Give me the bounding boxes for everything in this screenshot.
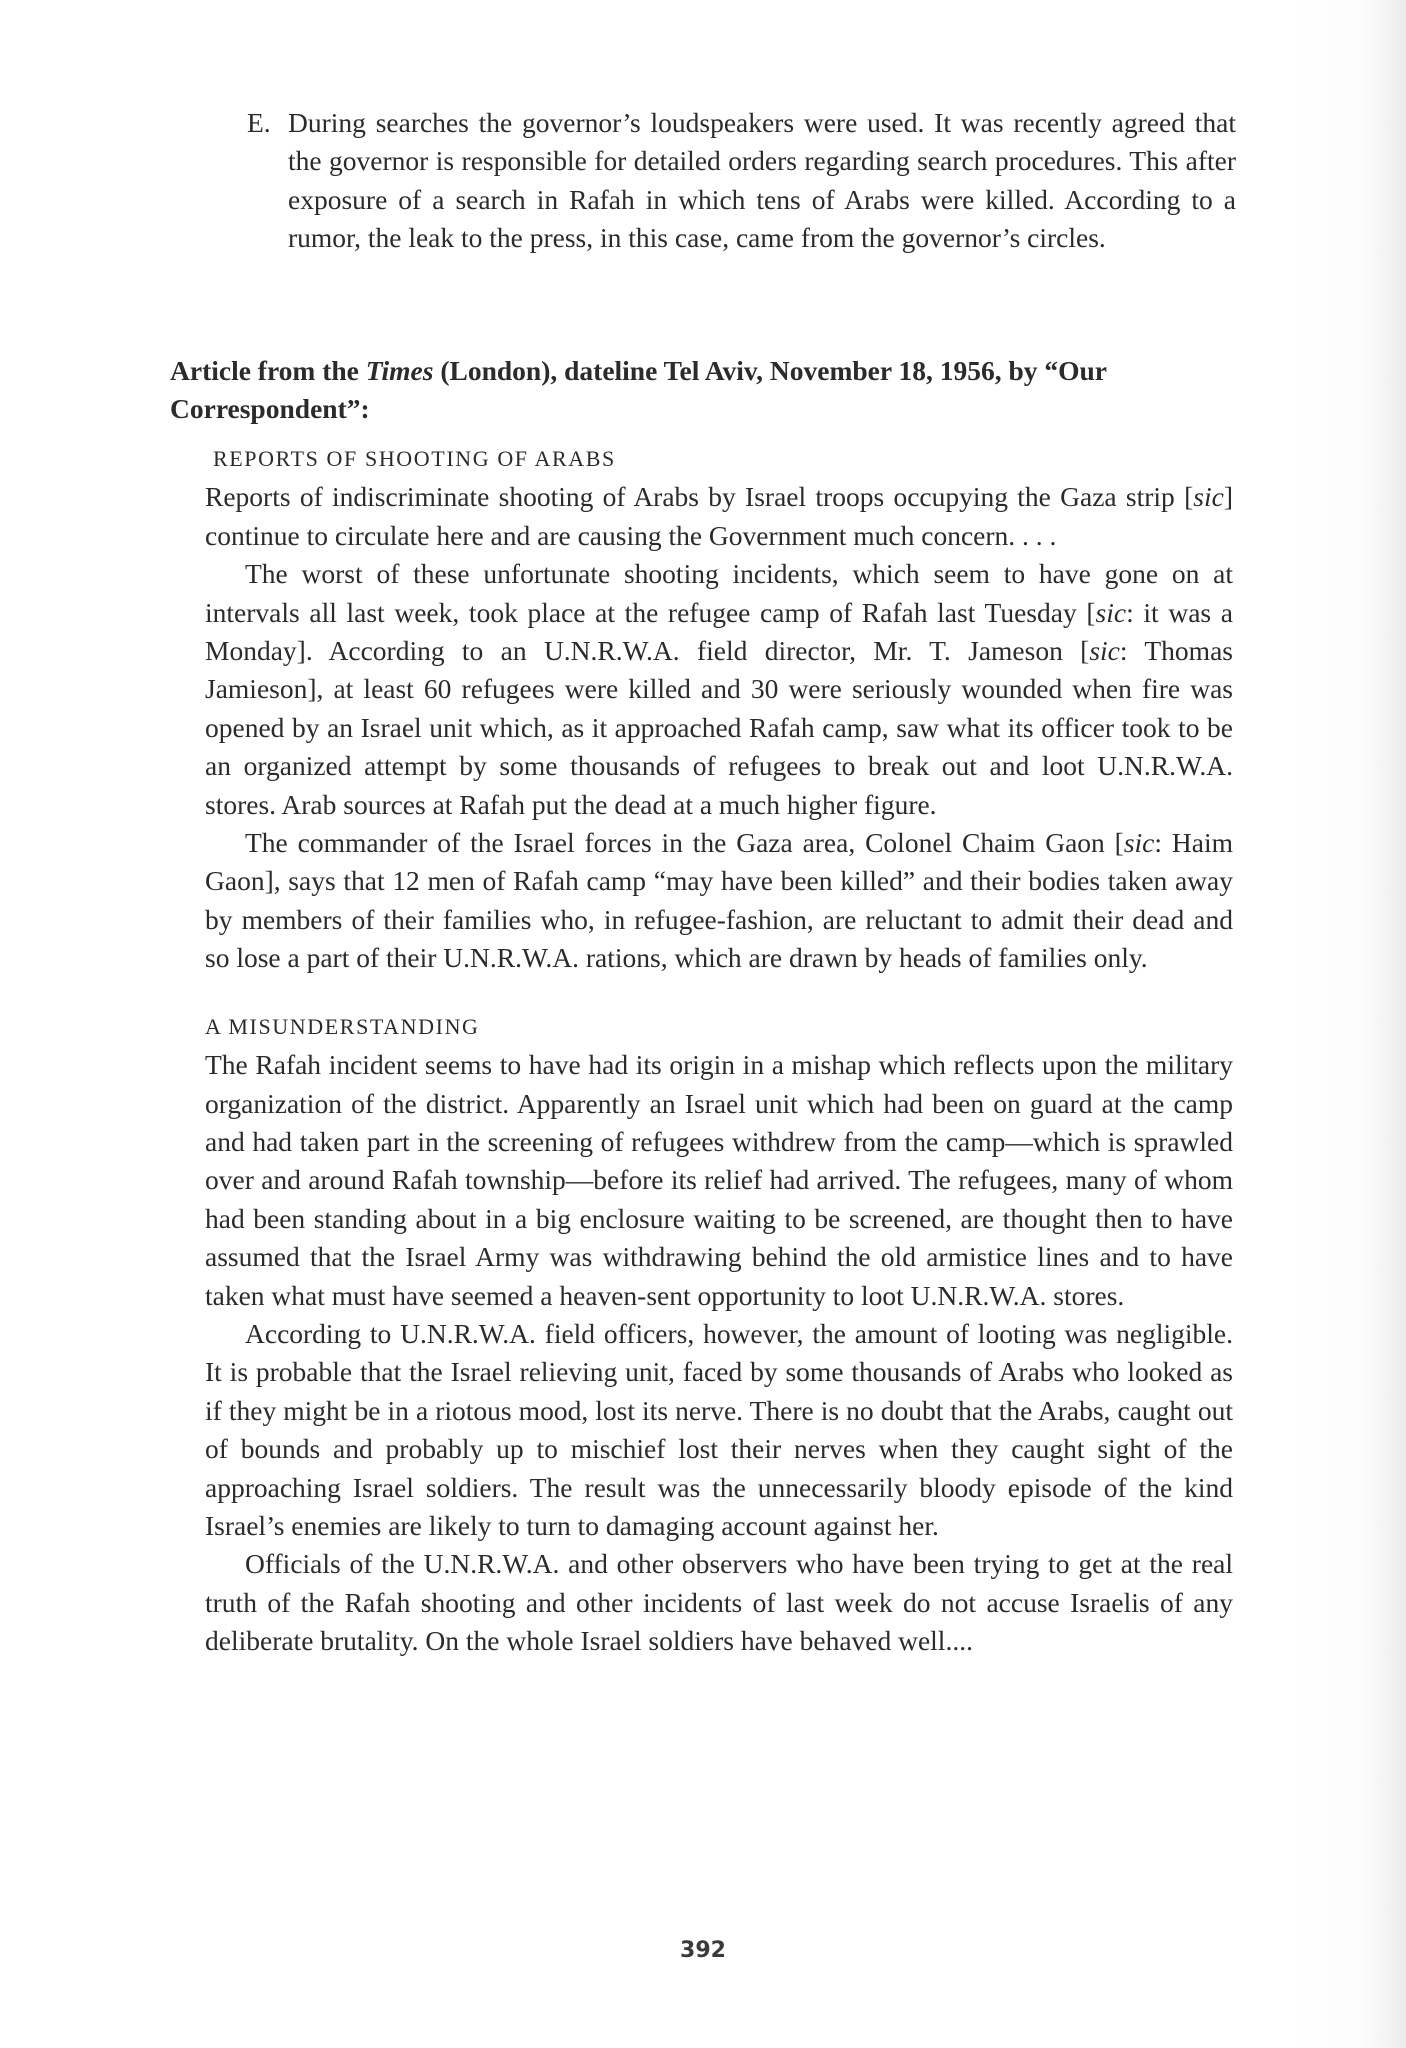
paragraph bbox=[205, 555, 1233, 824]
heading-suffix: (London), dateline Tel Aviv, November 18, 1956, by “Our Correspondent”: bbox=[170, 355, 1107, 425]
list-item-label: E. bbox=[247, 107, 271, 138]
text-run: The worst of these unfortunate shooting incidents, which seem to have gone on at intervals all last week, took place at the refugee camp of Rafah last Tuesday [ bbox=[205, 558, 1233, 628]
paragraph: According to U.N.R.W.A. field officers, however, the amount of looting was negligible. It is probable that the Israel relieving unit, faced by some thousands of Arabs who looked as if they might be in a riotous mood, lost its nerve. There is no doubt that the Arabs, caught out of bounds and probably up to mischief lost their nerves when they caught sight of the approaching Israel soldiers. The result was the unnecessarily bloody episode of the kind Israel’s enemies are likely to turn to damaging account against her. bbox=[205, 1317, 1233, 1541]
sic-italic: sic bbox=[1193, 481, 1224, 513]
heading-publication-title: Times bbox=[365, 355, 434, 386]
heading-prefix: Article from the bbox=[170, 355, 366, 386]
text-run: ] continue to circulate here and are causing the Government much concern. . . . bbox=[205, 481, 1233, 551]
section-title-misunderstanding: A MISUNDERSTANDING bbox=[205, 1013, 480, 1039]
section-gap bbox=[205, 978, 1233, 1008]
source-heading bbox=[170, 352, 1210, 429]
text-run: Reports of indiscriminate shooting of Arabs by Israel troops occupying the Gaza strip [ bbox=[205, 481, 1194, 513]
article-body bbox=[205, 440, 1233, 1661]
list-item-text: During searches the governor’s loudspeakers were used. It was recently agreed that the governor is responsible for detailed orders regarding search procedures. This after exposure of a search in Rafah in which tens of Arabs were killed. According to a rumor, the leak to the press, in this case, came from the governor’s circles. bbox=[288, 107, 1236, 254]
sic-italic: sic bbox=[1089, 635, 1120, 667]
text-run: : it was a Monday]. According to an U.N.R.W.A. field director, Mr. T. Jameson [ bbox=[205, 596, 1234, 667]
page-edge-shadow bbox=[1286, 0, 1406, 2048]
section-title-reports: REPORTS OF SHOOTING OF ARABS bbox=[213, 446, 616, 471]
list-item-e bbox=[247, 104, 1236, 258]
page-number: 392 bbox=[680, 1938, 726, 1963]
text-run: : Thomas Jamieson], at least 60 refugees were killed and 30 were seriously wounded when fire was opened by an Israel unit which, as it approached Rafah camp, saw what its officer took to be an organized attempt by some thousands of refugees to break out and loot U.N.R.W.A. stores. Arab sources at Rafah put the dead at a much higher figure. bbox=[205, 635, 1233, 820]
text-run: : Haim Gaon], says that 12 men of Rafah camp “may have been killed” and their bodies taken away by members of their families who, in refugee-fashion, are reluctant to admit their dead and so lose a part of their U.N.R.W.A. rations, which are drawn by heads of families only. bbox=[205, 827, 1233, 974]
paragraph bbox=[205, 478, 1233, 555]
sic-italic: sic bbox=[1095, 596, 1127, 628]
paragraph: The Rafah incident seems to have had its origin in a mishap which reflects upon the military organization of the district. Apparently an Israel unit which had been on guard at the camp and had taken part in the screening of refugees withdrew from the camp—which is sprawled over and around Rafah township—before its relief had arrived. The refugees, many of whom had been standing about in a big enclosure waiting to be screened, are thought then to have assumed that the Israel Army was withdrawing behind the old armistice lines and to have taken what must have seemed a heaven-sent opportunity to loot U.N.R.W.A. stores. bbox=[205, 1049, 1233, 1311]
sic-italic: sic bbox=[1123, 827, 1155, 859]
paragraph bbox=[205, 824, 1233, 978]
text-run: The commander of the Israel forces in the Gaza area, Colonel Chaim Gaon [ bbox=[245, 827, 1124, 859]
paragraph: Officials of the U.N.R.W.A. and other observers who have been trying to get at the real truth of the Rafah shooting and other incidents of last week do not accuse Israelis of any deliberate brutality. On the whole Israel soldiers have behaved well.... bbox=[205, 1548, 1233, 1657]
